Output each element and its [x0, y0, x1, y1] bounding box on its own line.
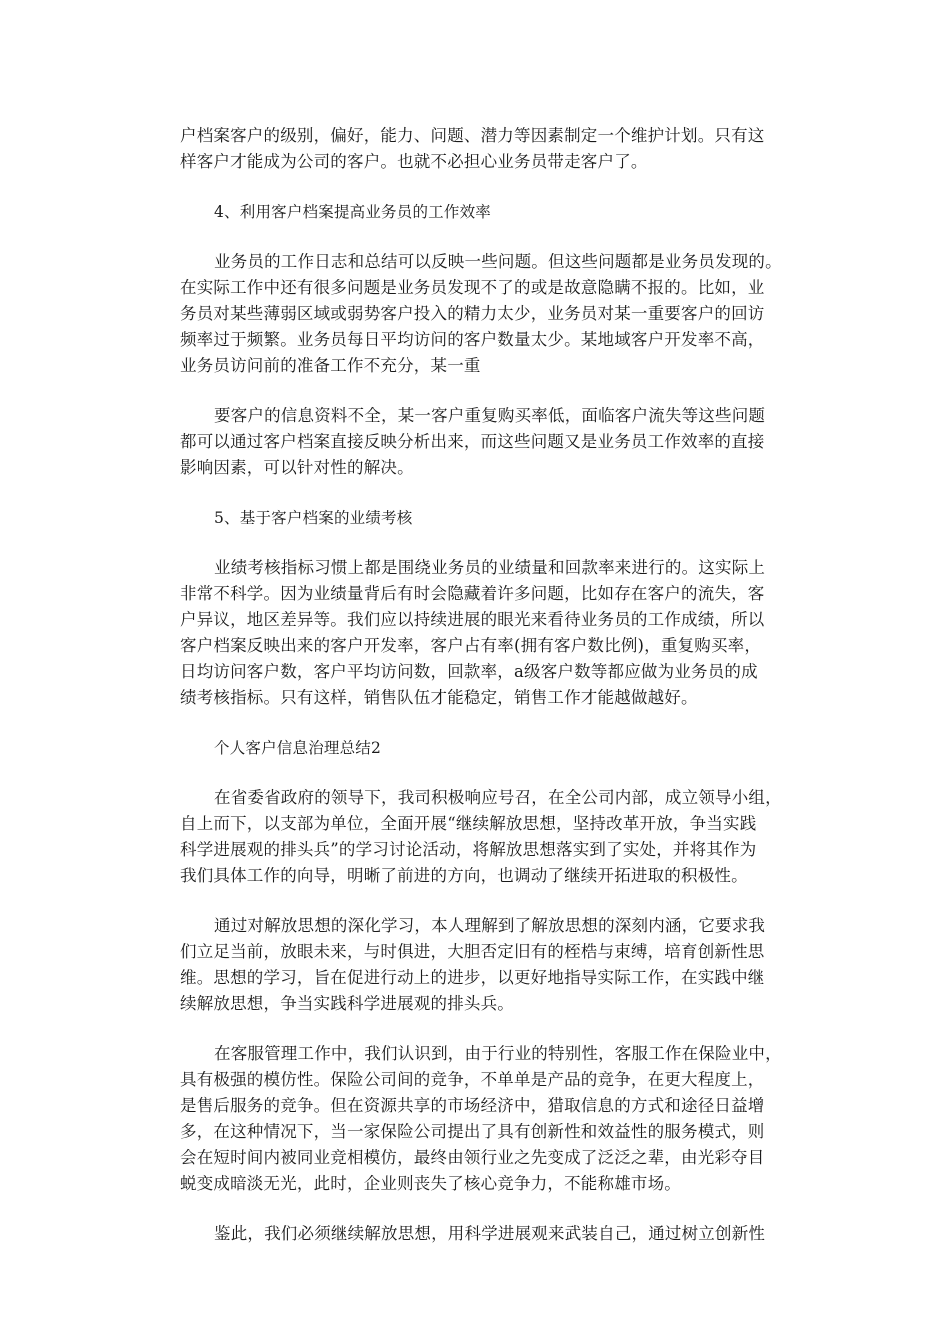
text-line: 户异议，地区差异等。我们应以持续进展的眼光来看待业务员的工作成绩，所以	[180, 610, 765, 629]
text-line: 在客服管理工作中，我们认识到，由于行业的特别性，客服工作在保险业中，	[214, 1044, 782, 1063]
text-line: 业绩考核指标习惯上都是围绕业务员的业绩量和回款率来进行的。这实际上	[214, 558, 766, 577]
section-heading	[180, 505, 788, 531]
text-line: 客户档案反映出来的客户开发率，客户占有率(拥有客户数比例)，重复购买率，	[180, 636, 762, 655]
paragraph	[180, 123, 788, 175]
text-line: 是售后服务的竞争。但在资源共享的市场经济中，猎取信息的方式和途径日益增	[180, 1096, 765, 1115]
paragraph	[180, 249, 788, 379]
section-heading	[180, 735, 788, 761]
paragraph	[180, 1221, 788, 1247]
text-line: 们立足当前，放眼未来，与时俱进，大胆否定旧有的桎梏与束缚，培育创新性思	[180, 942, 765, 961]
document-page	[180, 123, 788, 1247]
text-line: 绩考核指标。只有这样，销售队伍才能稳定，销售工作才能越做越好。	[180, 688, 698, 707]
heading-text: 4、利用客户档案提高业务员的工作效率	[214, 203, 491, 221]
text-line: 科学进展观的排头兵”的学习讨论活动，将解放思想落实到了实处，并将其作为	[180, 840, 757, 859]
text-line: 都可以通过客户档案直接反映分析出来，而这些问题又是业务员工作效率的直接	[180, 432, 765, 451]
text-line: 在省委省政府的领导下，我司积极响应号召，在全公司内部，成立领导小组，	[214, 788, 782, 807]
text-line: 会在短时间内被同业竞相模仿，最终由领行业之先变成了泛泛之辈，由光彩夺目	[180, 1148, 765, 1167]
text-line: 鉴此，我们必须继续解放思想，用科学进展观来武装自己，通过树立创新性	[214, 1224, 766, 1243]
text-line: 业务员的工作日志和总结可以反映一些问题。但这些问题都是业务员发现的。	[214, 252, 782, 271]
text-line: 我们具体工作的向导，明晰了前进的方向，也调动了继续开拓进取的积极性。	[180, 866, 748, 885]
text-line: 要客户的信息资料不全，某一客户重复购买率低，面临客户流失等这些问题	[214, 406, 766, 425]
paragraph	[180, 913, 788, 1017]
section-heading	[180, 199, 788, 225]
paragraph	[180, 403, 788, 481]
text-line: 蜕变成暗淡无光，此时，企业则丧失了核心竞争力，不能称雄市场。	[180, 1174, 681, 1193]
text-line: 维。思想的学习，旨在促进行动上的进步，以更好地指导实际工作，在实践中继	[180, 968, 765, 987]
text-line: 日均访问客户数，客户平均访问数，回款率，a级客户数等都应做为业务员的成	[180, 662, 758, 681]
text-line: 业务员访问前的准备工作不充分，某一重	[180, 356, 481, 375]
heading-text: 个人客户信息治理总结2	[214, 739, 382, 757]
text-line: 具有极强的模仿性。保险公司间的竞争，不单单是产品的竞争，在更大程度上，	[180, 1070, 765, 1089]
text-line: 通过对解放思想的深化学习，本人理解到了解放思想的深刻内涵，它要求我	[214, 916, 766, 935]
text-line: 非常不科学。因为业绩量背后有时会隐藏着许多问题，比如存在客户的流失，客	[180, 584, 765, 603]
text-line: 户档案客户的级别，偏好，能力、问题、潜力等因素制定一个维护计划。只有这	[180, 126, 765, 145]
text-line: 在实际工作中还有很多问题是业务员发现不了的或是故意隐瞒不报的。比如，业	[180, 278, 765, 297]
text-line: 续解放思想，争当实践科学进展观的排头兵。	[180, 994, 514, 1013]
paragraph	[180, 785, 788, 889]
text-line: 频率过于频繁。业务员每日平均访问的客户数量太少。某地域客户开发率不高，	[180, 330, 765, 349]
paragraph	[180, 1041, 788, 1197]
text-line: 多，在这种情况下，当一家保险公司提出了具有创新性和效益性的服务模式，则	[180, 1122, 765, 1141]
text-line: 务员对某些薄弱区域或弱势客户投入的精力太少，业务员对某一重要客户的回访	[180, 304, 765, 323]
paragraph	[180, 555, 788, 711]
text-line: 自上而下，以支部为单位，全面开展“继续解放思想，坚持改革开放，争当实践	[180, 814, 757, 833]
text-line: 样客户才能成为公司的客户。也就不必担心业务员带走客户了。	[180, 152, 648, 171]
text-line: 影响因素，可以针对性的解决。	[180, 458, 414, 477]
heading-text: 5、基于客户档案的业绩考核	[214, 509, 413, 527]
